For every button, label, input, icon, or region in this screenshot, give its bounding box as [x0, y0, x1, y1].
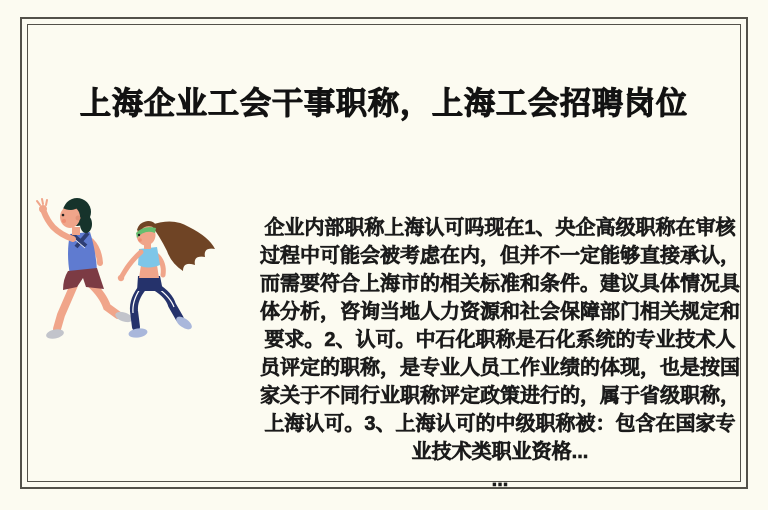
- woman-jogger-icon: [118, 221, 215, 339]
- joggers-illustration: [33, 183, 218, 355]
- page-title: 上海企业工会干事职称，上海工会招聘岗位: [80, 86, 688, 121]
- article-body: [255, 214, 745, 494]
- ellipsis-line: ...: [491, 469, 509, 491]
- article-body-text: 企业内部职称上海认可吗现在1、央企高级职称在审核过程中可能会被考虑在内，但并不一定能够直接承认，而需要符合上海市的相关标准和条件。建议具体情况具体分析，咨询当地人力资源和社会保障部门相关规定和要求。2、认可。中石化职称是石化系统的专业技术人员评定的职称，是专业人员工作业绩的体现，也是按国家关于不同行业职称评定政策进行的，属于省级职称，上海认可。3、上海认可的中级职称被：包含在国家专业技术类职业资格...: [260, 217, 740, 463]
- man-jogger-icon: [37, 198, 134, 340]
